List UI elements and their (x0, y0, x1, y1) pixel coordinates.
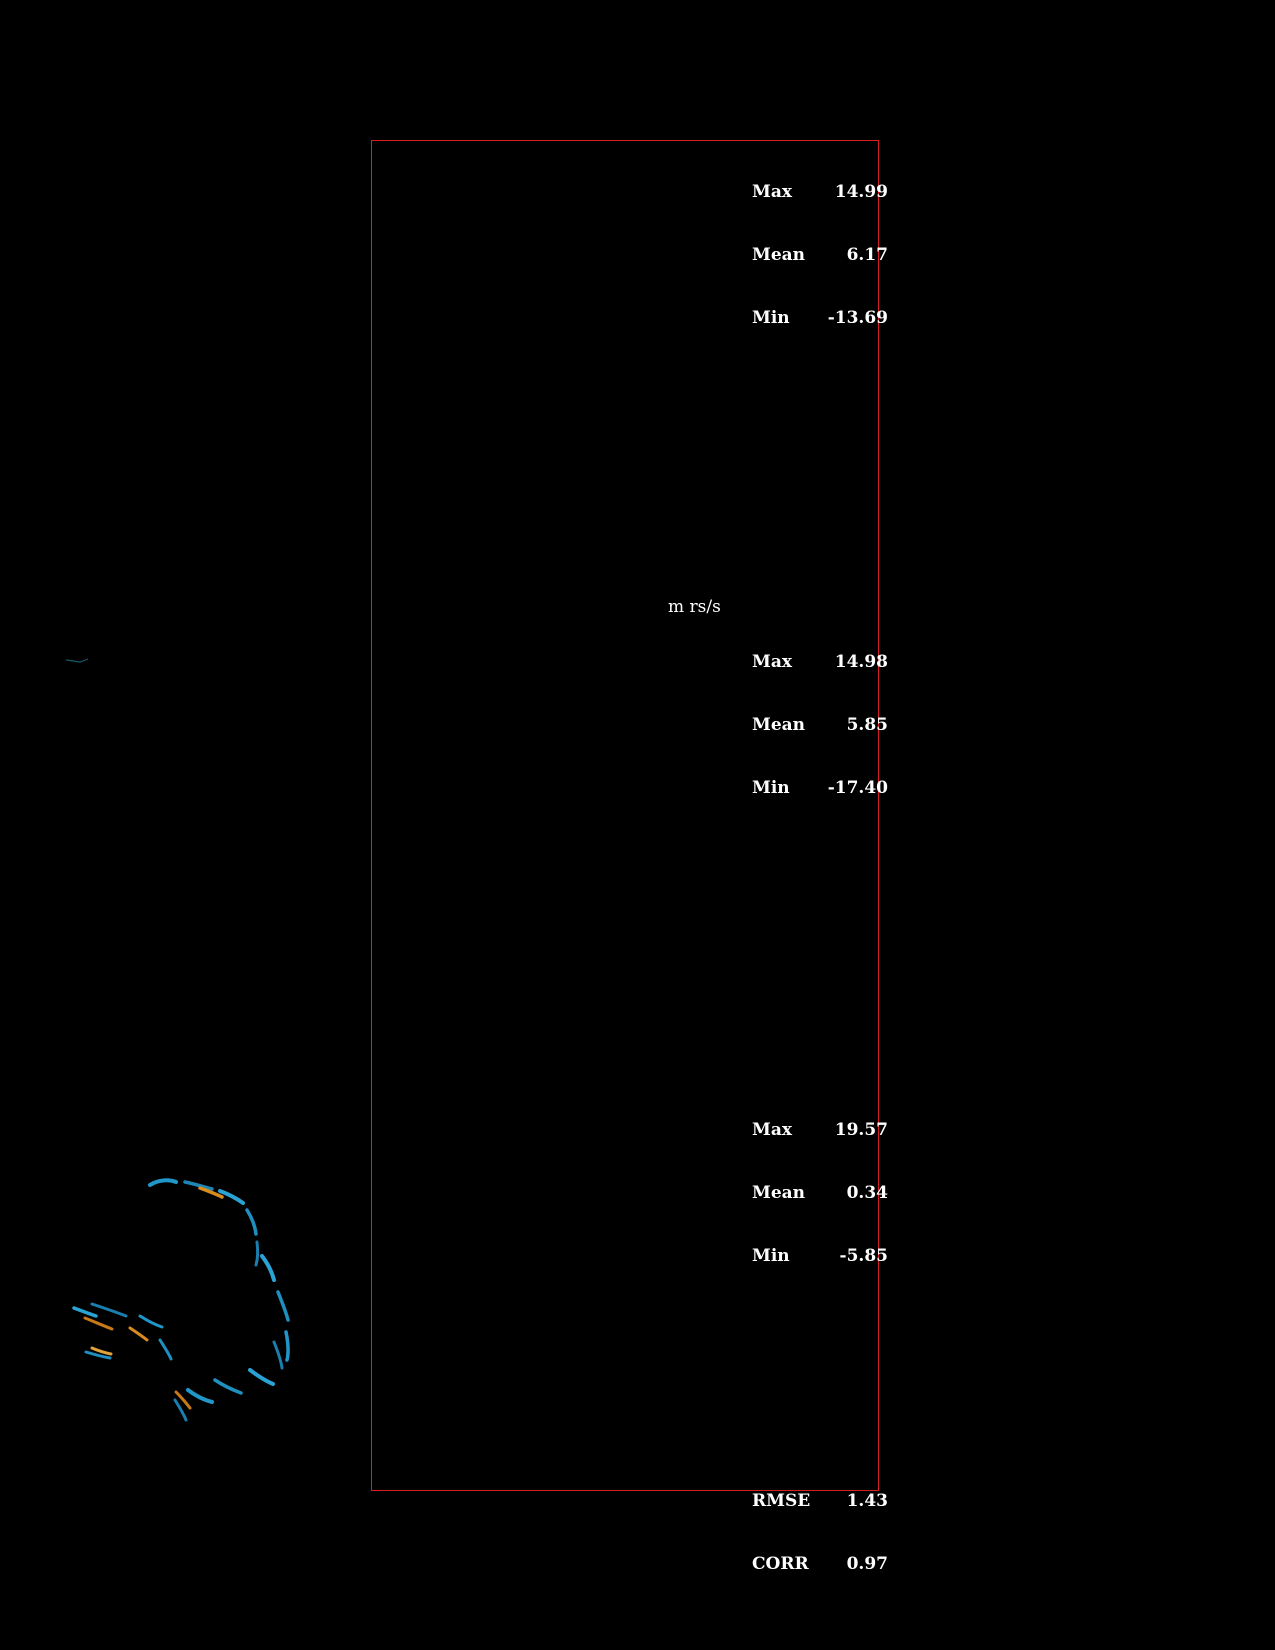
skill-row (752, 1554, 888, 1575)
panel-middle (0, 600, 508, 1050)
stat-row (752, 652, 888, 673)
stat-row (752, 1246, 888, 1267)
stat-row (752, 182, 888, 203)
skill-row (752, 1491, 888, 1512)
skill-value: 0.97 (846, 1554, 888, 1574)
panel-bottom (0, 1060, 508, 1490)
stat-row (752, 245, 888, 266)
stat-label: Min (752, 1246, 790, 1266)
skill-value: 1.43 (846, 1491, 888, 1511)
stat-label: Max (752, 652, 792, 672)
stat-value: 14.98 (834, 652, 888, 672)
stat-value: -5.85 (839, 1246, 888, 1266)
coastline-outline-middle (0, 600, 508, 1050)
coastline-outline-bottom (0, 1060, 508, 1490)
stat-label: Min (752, 778, 790, 798)
stat-value: 14.99 (834, 182, 888, 202)
stat-value: 0.34 (846, 1183, 888, 1203)
stat-label: Mean (752, 1183, 806, 1203)
stat-label: Max (752, 1120, 792, 1140)
stat-label: Max (752, 182, 792, 202)
units-label: m rs/s (668, 597, 721, 617)
panel-bottom-skill (752, 1449, 888, 1617)
stat-value: -13.69 (827, 308, 888, 328)
skill-label: RMSE (752, 1491, 811, 1511)
stat-label: Mean (752, 245, 806, 265)
stat-value: 19.57 (834, 1120, 888, 1140)
panel-middle-map (0, 600, 508, 1050)
panel-top-map (0, 140, 508, 590)
panel-middle-stats (752, 610, 888, 841)
panel-top (0, 140, 508, 590)
panel-bottom-stats (752, 1078, 888, 1309)
stat-label: Min (752, 308, 790, 328)
stat-row (752, 1183, 888, 1204)
stat-value: -17.40 (827, 778, 888, 798)
stat-row (752, 778, 888, 799)
panel-top-stats (752, 140, 888, 371)
skill-label: CORR (752, 1554, 809, 1574)
stat-row (752, 308, 888, 329)
stat-row (752, 1120, 888, 1141)
stat-label: Mean (752, 715, 806, 735)
stat-value: 6.17 (846, 245, 888, 265)
stat-value: 5.85 (846, 715, 888, 735)
stat-row (752, 715, 888, 736)
panel-bottom-map (0, 1060, 508, 1490)
